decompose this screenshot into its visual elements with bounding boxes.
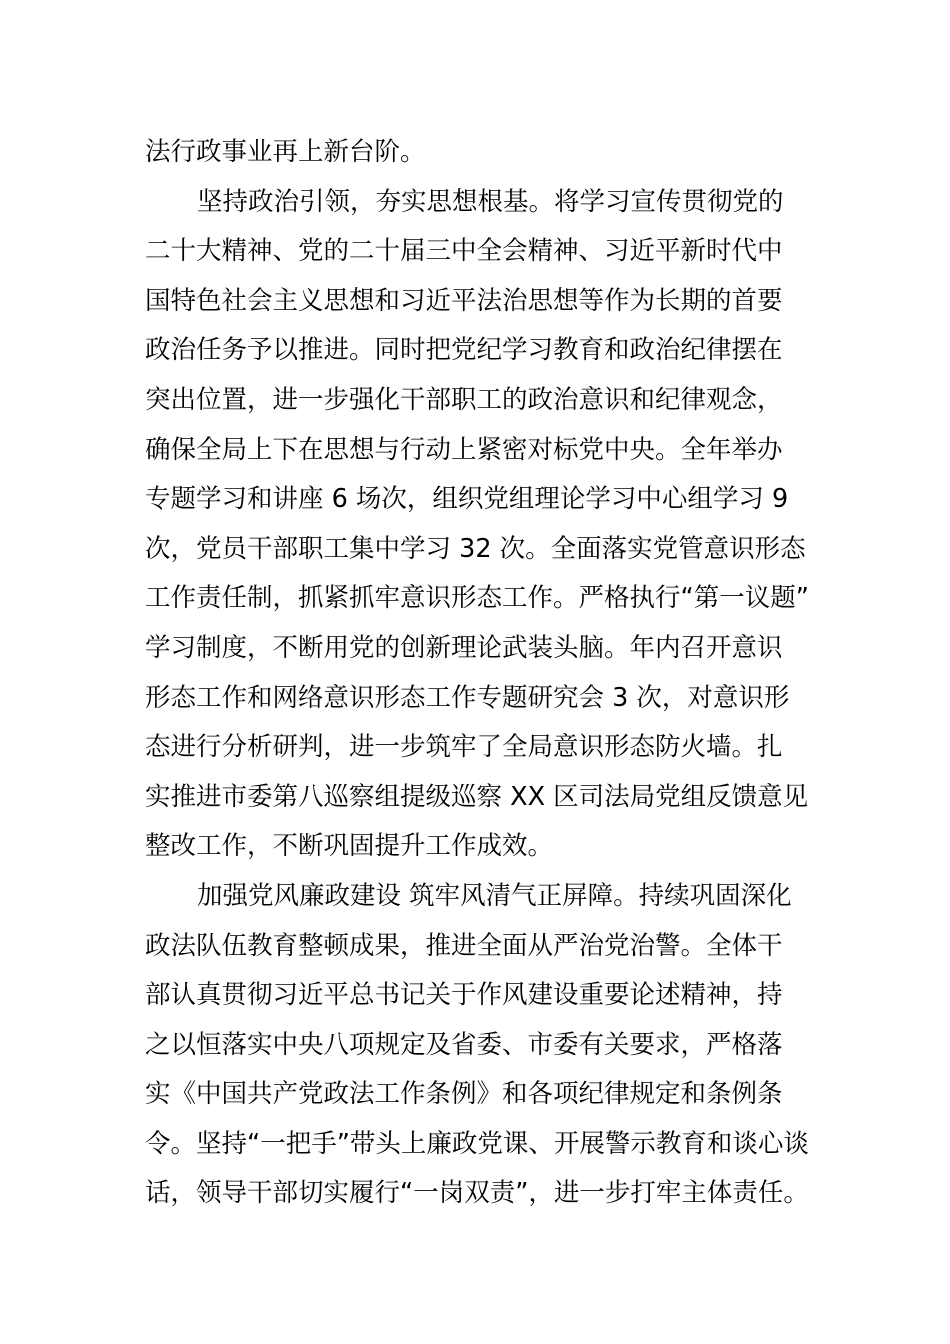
text-line: 政治任务予以推进。同时把党纪学习教育和政治纪律摆在 [145,335,783,366]
text-line: 二十大精神、党的二十届三中全会精神、习近平新时代中 [145,236,783,267]
text-line: 国特色社会主义思想和习近平法治思想等作为长期的首要 [145,285,783,316]
text-line: 实《中国共产党政法工作条例》和各项纪律规定和条例条 [145,1079,783,1110]
text-line: 形态工作和网络意识形态工作专题研究会 3 次，对意识形 [145,682,790,713]
text-line: 工作责任制，抓紧抓牢意识形态工作。严格执行“第一议题” [145,583,809,614]
text-line: 实推进市委第八巡察组提级巡察 XX 区司法局党组反馈意见 [145,781,809,812]
text-line: 加强党风廉政建设 筑牢风清气正屏障。持续巩固深化 [197,880,792,911]
text-line: 法行政事业再上新台阶。 [145,137,426,167]
paragraph-integrity-building [145,872,809,1219]
text-line: 话，领导干部切实履行“一岗双责”，进一步打牢主体责任。 [145,1178,809,1209]
paragraph-continuation [145,128,809,178]
text-line: 政法队伍教育整顿成果，推进全面从严治党治警。全体干 [145,930,783,961]
text-line: 整改工作，不断巩固提升工作成效。 [145,831,554,862]
document-body [145,128,809,1219]
text-line: 令。坚持“一把手”带头上廉政党课、开展警示教育和谈心谈 [145,1128,809,1159]
text-line: 专题学习和讲座 6 场次，组织党组理论学习中心组学习 9 [145,484,789,515]
text-line: 坚持政治引领，夯实思想根基。将学习宣传贯彻党的 [197,186,784,217]
paragraph-political-leadership [145,178,809,872]
text-line: 确保全局上下在思想与行动上紧密对标党中央。全年举办 [145,434,783,465]
text-line: 次，党员干部职工集中学习 32 次。全面落实党管意识形态 [145,533,806,564]
text-line: 部认真贯彻习近平总书记关于作风建设重要论述精神，持 [145,980,783,1011]
text-line: 之以恒落实中央八项规定及省委、市委有关要求，严格落 [145,1029,783,1060]
text-line: 态进行分析研判，进一步筑牢了全局意识形态防火墙。扎 [145,732,783,763]
text-line: 突出位置，进一步强化干部职工的政治意识和纪律观念， [145,384,783,415]
text-line: 学习制度，不断用党的创新理论武装头脑。年内召开意识 [145,632,783,663]
